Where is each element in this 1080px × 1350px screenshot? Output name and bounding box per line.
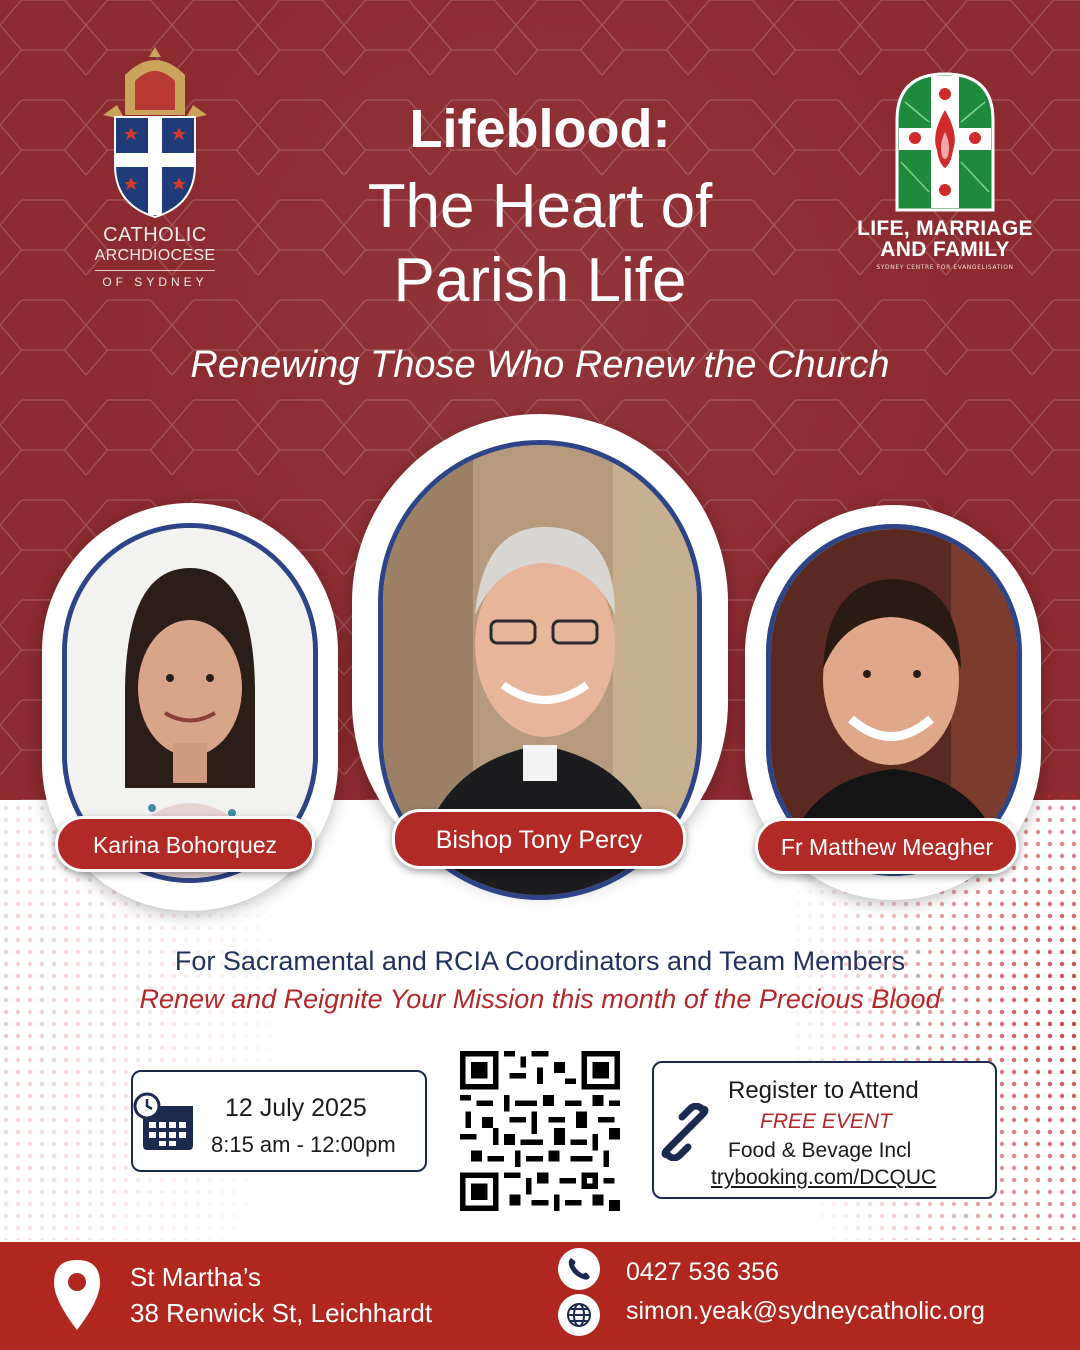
archdiocese-line1: CATHOLIC (103, 224, 207, 246)
event-time: 8:15 am - 12:00pm (211, 1132, 396, 1157)
speaker-name-karina: Karina Bohorquez (55, 816, 315, 872)
page-title: Lifeblood: (409, 99, 671, 159)
lmf-line3: SYDNEY CENTRE FOR EVANGELISATION (876, 264, 1014, 271)
archdiocese-logo (90, 45, 220, 289)
speaker-name-matthew: Fr Matthew Meagher (755, 818, 1019, 874)
free-event-label: FREE EVENT (760, 1110, 892, 1133)
stained-glass-icon (895, 72, 995, 212)
archdiocese-line3: OF SYDNEY (102, 275, 208, 289)
lmf-logo (850, 72, 1040, 271)
contact-email[interactable]: simon.yeak@sydneycatholic.org (626, 1297, 985, 1325)
qr-code[interactable] (460, 1051, 620, 1211)
archdiocese-line2: ARCHDIOCESE (95, 246, 216, 271)
coat-of-arms-icon (95, 45, 215, 220)
subtitle: Renewing Those Who Renew the Church (190, 344, 890, 386)
lmf-line2: AND FAMILY (880, 238, 1010, 261)
venue-address: 38 Renwick St, Leichhardt (130, 1298, 433, 1328)
contact-phone[interactable]: 0427 536 356 (626, 1258, 779, 1286)
speaker-name-bishop: Bishop Tony Percy (392, 809, 686, 869)
title-line-heart: The Heart of (367, 172, 713, 241)
registration-link[interactable]: trybooking.com/DCQUC (711, 1166, 937, 1189)
venue-name: St Martha’s (130, 1262, 262, 1292)
calendar-clock-icon (131, 1092, 195, 1156)
title-line-parish: Parish Life (393, 246, 687, 315)
globe-icon (558, 1294, 600, 1336)
audience-text: For Sacramental and RCIA Coordinators and Team Members (174, 946, 906, 976)
link-icon (656, 1103, 714, 1161)
register-box[interactable] (652, 1061, 997, 1199)
event-date: 12 July 2025 (225, 1094, 367, 1122)
location-pin-icon (52, 1258, 102, 1332)
food-label: Food & Bevage Incl (728, 1139, 912, 1162)
page-title-line2 (240, 170, 840, 318)
footer (0, 1242, 1080, 1350)
lmf-line1: LIFE, MARRIAGE (857, 217, 1033, 240)
tagline-text: Renew and Reignite Your Mission this month of the Precious Blood (139, 984, 941, 1014)
register-heading: Register to Attend (728, 1077, 919, 1104)
phone-icon (558, 1248, 600, 1290)
event-date-box (131, 1070, 427, 1172)
